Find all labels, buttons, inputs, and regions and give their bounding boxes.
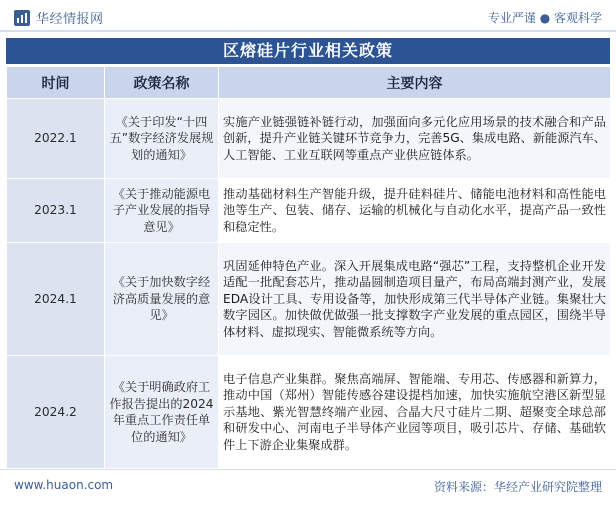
row-policy-name: 《关于推动能源电子产业发展的指导意见》 [105, 179, 219, 243]
policy-table [6, 66, 611, 469]
footer-source: 资料来源：华经产业研究院整理 [433, 480, 602, 494]
brand-name: 华经情报网 [36, 12, 104, 27]
top-divider [0, 30, 616, 32]
row-time: 2024.1 [7, 243, 105, 356]
table-header-row [7, 67, 611, 99]
row-content: 巩固延伸特色产业。深入开展集成电路“强芯”工程，支持整机企业开发适配一批配套芯片，推动晶圆制造项目量产，布局高端封测产业，发展EDA设计工具、专用设备等，加快形成第三代半导体产业链。集聚壮大数字园区。加快做优做强一批支撑数字产业发展的重点园区，围绕半导体材料、虚拟现实、智能微系统等方向。 [219, 243, 611, 356]
brand [14, 8, 104, 27]
table-row [7, 179, 611, 243]
table-title: 区熔硅片行业相关政策 [6, 38, 610, 64]
row-content: 实施产业链强链补链行动，加强面向多元化应用场景的技术融合和产品创新，提升产业链关键环节竞争力，完善5G、集成电路、新能源汽车、人工智能、工业互联网等重点产业供应链体系。 [219, 99, 611, 179]
row-time: 2024.2 [7, 356, 105, 469]
huajing-logo-icon [14, 10, 30, 26]
table-row [7, 243, 611, 356]
column-header-content: 主要内容 [219, 67, 611, 99]
row-policy-name: 《关于印发“十四五”数字经济发展规划的通知》 [105, 99, 219, 179]
column-header-policy-name: 政策名称 [105, 67, 219, 99]
row-time: 2022.1 [7, 99, 105, 179]
top-bar [0, 0, 616, 34]
column-header-time: 时间 [7, 67, 105, 99]
slogan: 专业严谨 ● 客观科学 [487, 11, 602, 25]
table-row [7, 99, 611, 179]
bottom-divider [0, 469, 616, 470]
table-row [7, 356, 611, 469]
row-policy-name: 《关于明确政府工作报告提出的2024年重点工作责任单位的通知》 [105, 356, 219, 469]
row-content: 推动基础材料生产智能升级，提升硅料硅片、储能电池材料和高性能电池等生产、包装、储存、运输的机械化与自动化水平，提高产品一致性和稳定性。 [219, 179, 611, 243]
footer-url: www.huaon.com [14, 478, 114, 492]
row-time: 2023.1 [7, 179, 105, 243]
row-policy-name: 《关于加快数字经济高质量发展的意见》 [105, 243, 219, 356]
row-content: 电子信息产业集群。聚焦高端屏、智能端、专用芯、传感器和新算力，推动中国（郑州）智能传感谷建设提档加速，加快实施航空港区新型显示基地、紫光智慧终端产业园、合晶大尺寸硅片二期、超聚变全球总部和研发中心、河南电子半导体产业园等项目，吸引芯片、存储、基础软件上下游企业集聚成群。 [219, 356, 611, 469]
